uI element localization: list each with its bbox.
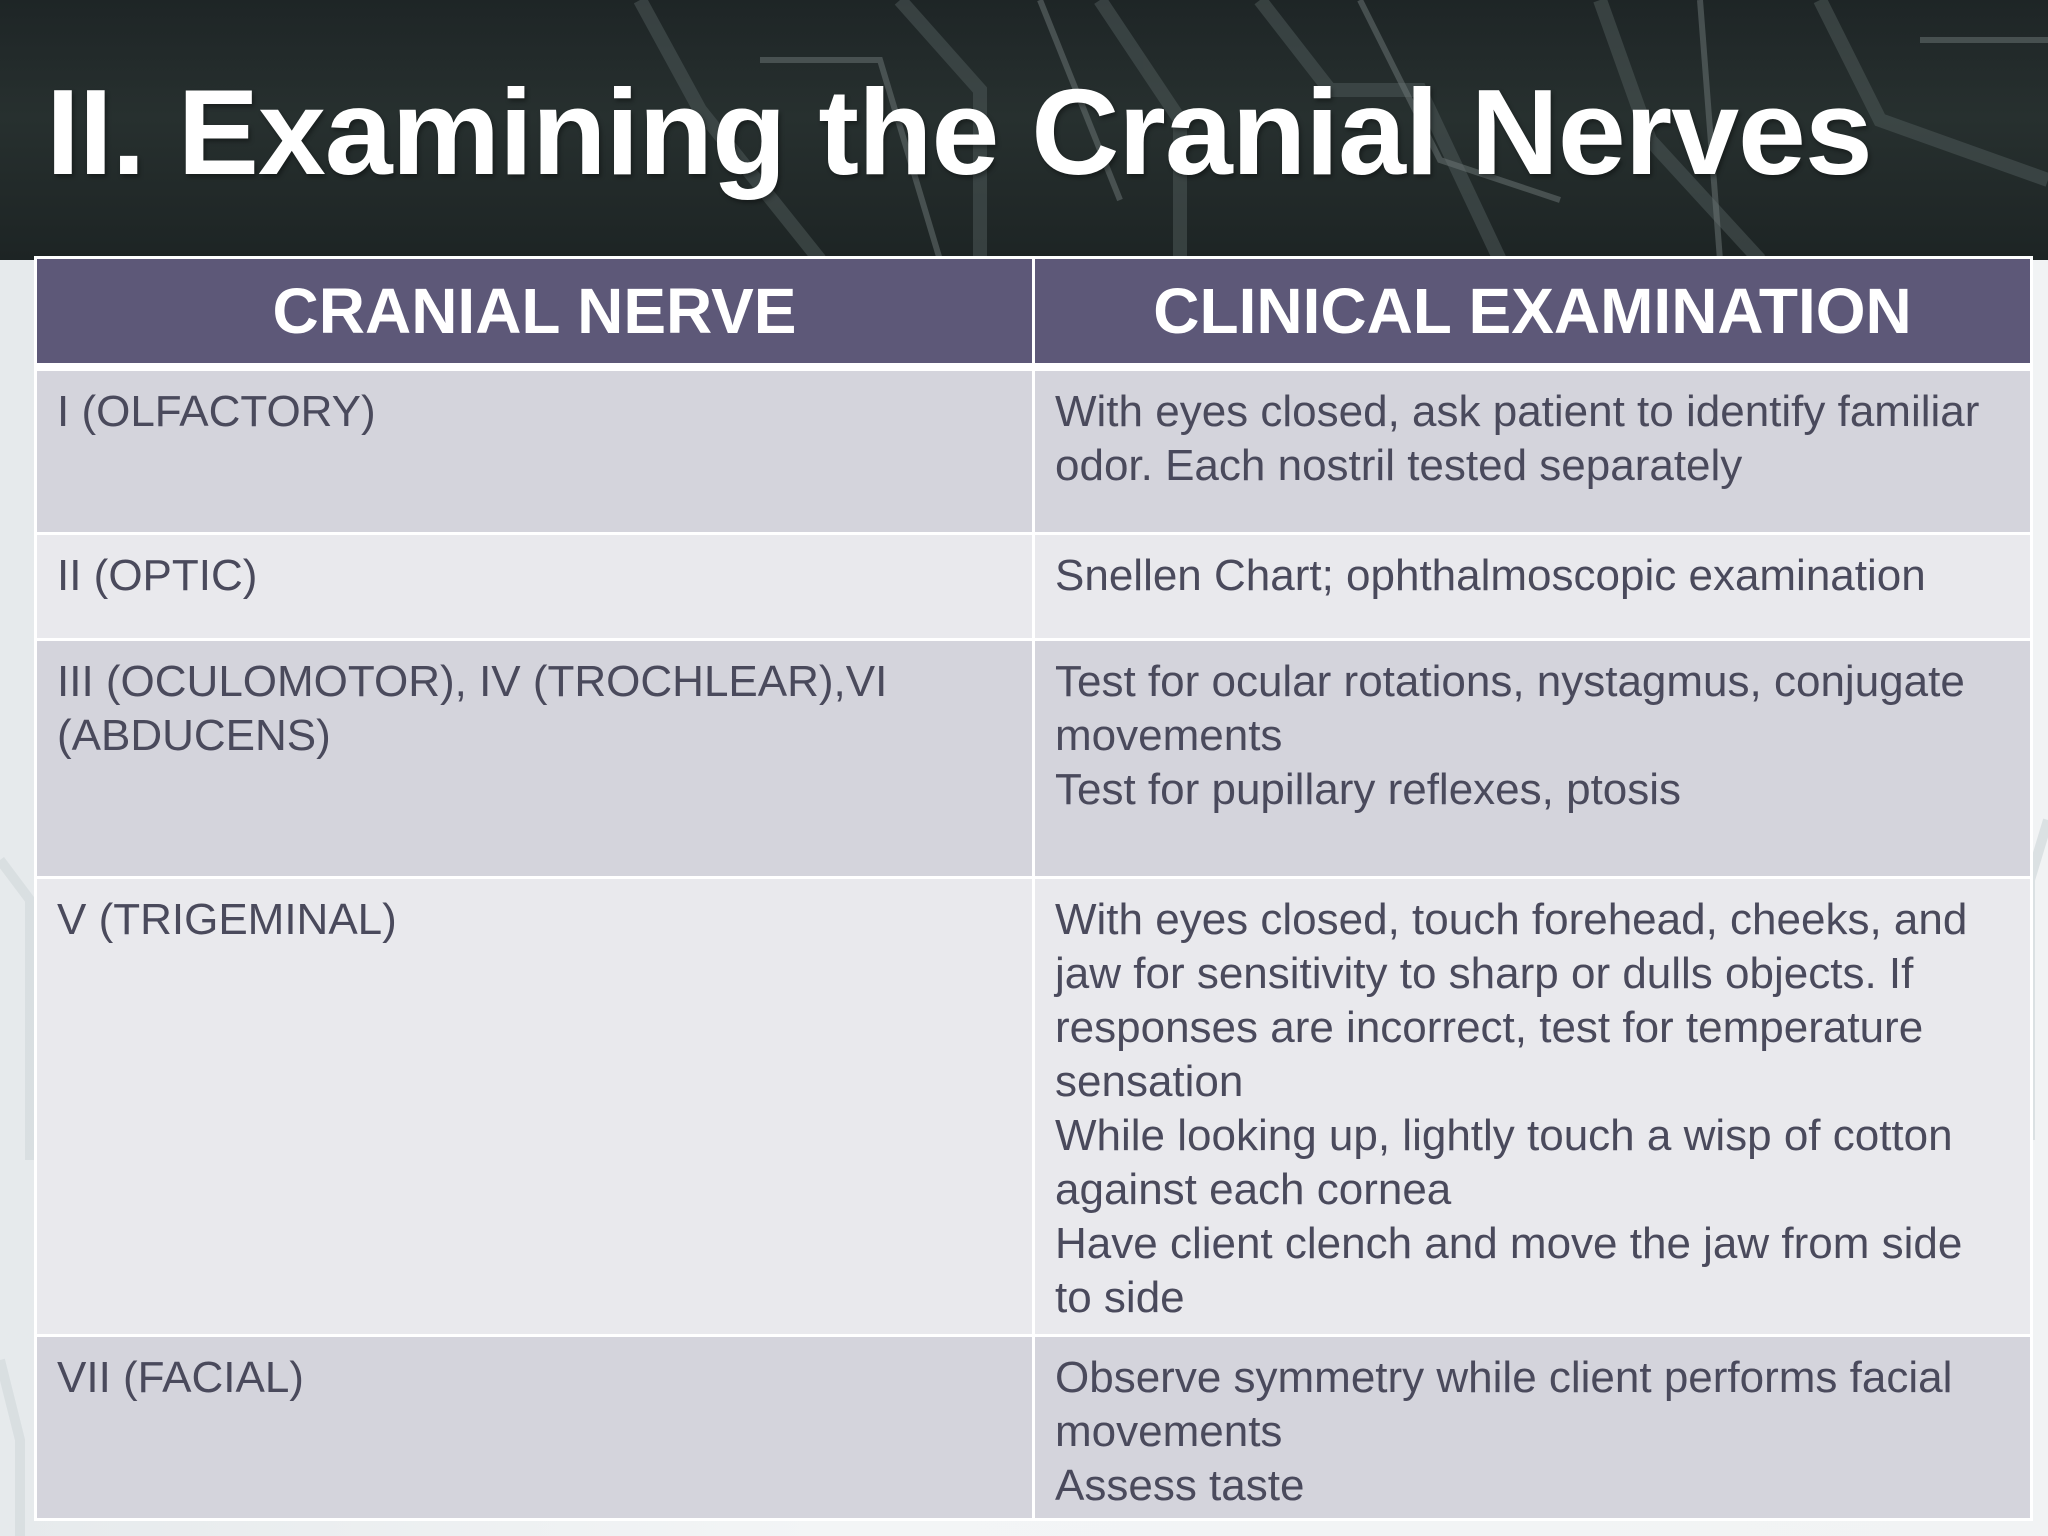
nerve-cell: II (OPTIC) [36,533,1034,639]
nerve-cell: III (OCULOMOTOR), IV (TROCHLEAR),VI (ABDUCENS) [36,639,1034,877]
header-clinical-examination: CLINICAL EXAMINATION [1034,258,2032,368]
table-row [36,1335,2032,1519]
table-row [36,877,2032,1335]
exam-line: With eyes closed, ask patient to identify familiar odor. Each nostril tested separately [1055,387,1980,490]
exam-cell [1034,639,2032,877]
exam-cell [1034,533,2032,639]
exam-line: Snellen Chart; ophthalmoscopic examination [1055,550,1926,600]
nerve-cell: V (TRIGEMINAL) [36,877,1034,1335]
header-cranial-nerve: CRANIAL NERVE [36,258,1034,368]
table-row [36,639,2032,877]
exam-line: Test for ocular rotations, nystagmus, conjugate movements [1055,656,1965,760]
exam-line: Have client clench and move the jaw from side to side [1055,1218,1963,1322]
table-header-row [36,258,2032,368]
exam-cell [1034,367,2032,533]
exam-line: Test for pupillary reflexes, ptosis [1055,764,1682,814]
exam-line: Observe symmetry while client performs facial movements [1055,1352,1953,1456]
exam-line: With eyes closed, touch forehead, cheeks, and jaw for sensitivity to sharp or dulls objects. If responses are incorrect, test for temperature sensation [1055,894,1968,1106]
exam-line: Assess taste [1055,1460,1305,1510]
exam-cell [1034,877,2032,1335]
table-row [36,367,2032,533]
slide-title: II. Examining the Cranial Nerves [46,64,1872,200]
nerve-cell: I (OLFACTORY) [36,367,1034,533]
nerve-cell: VII (FACIAL) [36,1335,1034,1519]
exam-cell [1034,1335,2032,1519]
table-row [36,533,2032,639]
cranial-nerve-table [34,256,2033,1521]
exam-line: While looking up, lightly touch a wisp of cotton against each cornea [1055,1110,1953,1214]
